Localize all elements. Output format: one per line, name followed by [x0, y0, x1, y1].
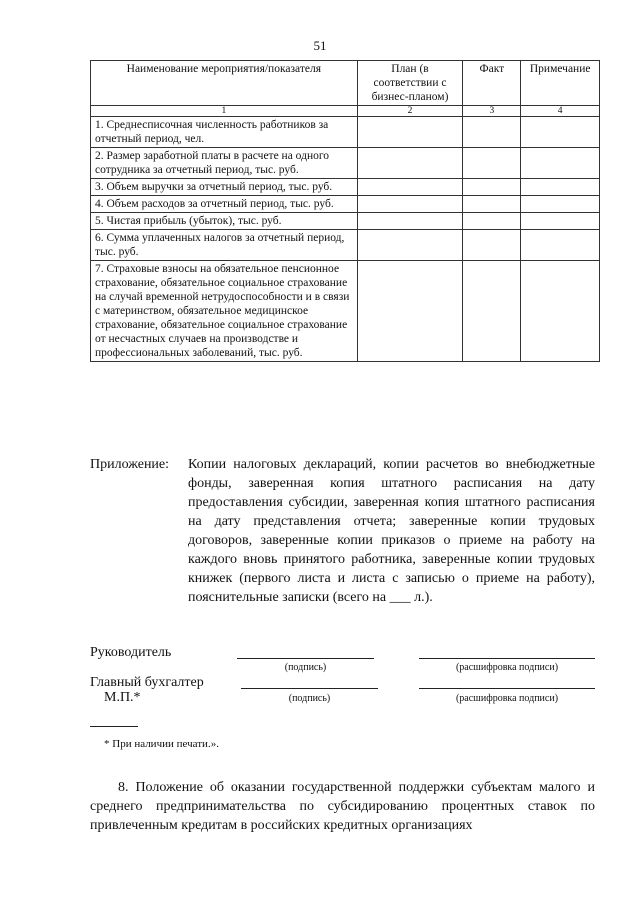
note-cell	[521, 117, 600, 148]
indicator-name: 7. Страховые взносы на обязательное пенсионное страхование, обязательное социальное страхование на случай временной нетрудоспособности и в связи с материнством, обязательное медицинское страхование, обязательное социальное страхование от несчастных случаев на производстве и профессиональных заболеваний, тыс. руб.	[91, 261, 358, 362]
column-number: 3	[463, 106, 521, 117]
accountant-signature-caption: (подпись)	[288, 693, 331, 704]
fact-cell	[463, 261, 521, 362]
note-cell	[521, 179, 600, 196]
note-cell	[521, 261, 600, 362]
indicator-name: 6. Сумма уплаченных налогов за отчетный период, тыс. руб.	[91, 230, 358, 261]
plan-cell	[357, 230, 463, 261]
stamp-row	[104, 690, 204, 706]
page-number: 51	[313, 38, 327, 53]
table-row	[91, 196, 600, 213]
note-cell	[521, 230, 600, 261]
stamp-label: М.П.*	[104, 690, 141, 705]
head-signature-caption: (подпись)	[284, 662, 327, 673]
indicator-name: 5. Чистая прибыль (убыток), тыс. руб.	[91, 213, 358, 230]
indicator-name: 1. Среднесписочная численность работников за отчетный период, чел.	[91, 117, 358, 148]
column-number: 1	[91, 106, 358, 117]
header-plan: План (в соответствии с бизнес-планом)	[357, 61, 463, 106]
head-decoding-caption: (расшифровка подписи)	[455, 662, 559, 673]
fact-cell	[463, 117, 521, 148]
appendix-block	[90, 455, 595, 607]
fact-cell	[463, 230, 521, 261]
accountant-decoding-line	[419, 688, 595, 689]
plan-cell	[357, 117, 463, 148]
plan-cell	[357, 261, 463, 362]
note-cell	[521, 148, 600, 179]
note-cell	[521, 213, 600, 230]
head-signature-line	[237, 658, 374, 659]
header-name: Наименование мероприятия/показателя	[91, 61, 358, 106]
indicator-name: 4. Объем расходов за отчетный период, тыс. руб.	[91, 196, 358, 213]
table-row	[91, 117, 600, 148]
table-row	[91, 148, 600, 179]
section-paragraph: 8. Положение об оказании государственной поддержки субъектам малого и среднего предпринимательства по субсидированию процентных ставок по привлеченным кредитам в российских кредитных организациях	[90, 780, 595, 833]
fact-cell	[463, 179, 521, 196]
plan-cell	[357, 213, 463, 230]
plan-cell	[357, 196, 463, 213]
footnote-divider	[90, 726, 138, 727]
plan-cell	[357, 148, 463, 179]
appendix-label: Приложение:	[90, 457, 170, 472]
accountant-label: Главный бухгалтер	[90, 675, 204, 690]
accountant-decoding-caption: (расшифровка подписи)	[455, 693, 559, 704]
head-label: Руководитель	[90, 645, 172, 660]
indicator-name: 2. Размер заработной платы в расчете на одного сотрудника за отчетный период, тыс. руб.	[91, 148, 358, 179]
head-decoding-line	[419, 658, 595, 659]
fact-cell	[463, 148, 521, 179]
plan-cell	[357, 179, 463, 196]
note-cell	[521, 196, 600, 213]
column-number-row	[91, 106, 600, 117]
footnote: * При наличии печати.».	[104, 738, 219, 750]
report-table	[90, 60, 600, 362]
appendix-text: Копии налоговых деклараций, копии расчетов во внебюджетные фонды, заверенная копия штатного расписания на дату предоставления субсидии, заверенная копия штатного расписания на дату представления отчета; заверенные копии трудовых договоров, заверенные копии приказов о приеме на работу на каждого вновь принятого работника, заверенные копии трудовых книжек (первого листа и листа с записью о приеме на работу), пояснительные записки (всего на ___ л.).	[188, 457, 595, 605]
column-number: 2	[357, 106, 463, 117]
header-note: Примечание	[521, 61, 600, 106]
fact-cell	[463, 213, 521, 230]
table-row	[91, 230, 600, 261]
accountant-signature-line	[241, 688, 378, 689]
column-number: 4	[521, 106, 600, 117]
table-row	[91, 261, 600, 362]
fact-cell	[463, 196, 521, 213]
table-row	[91, 213, 600, 230]
header-fact: Факт	[463, 61, 521, 106]
indicator-name: 3. Объем выручки за отчетный период, тыс. руб.	[91, 179, 358, 196]
table-header-row	[91, 61, 600, 106]
table-row	[91, 179, 600, 196]
